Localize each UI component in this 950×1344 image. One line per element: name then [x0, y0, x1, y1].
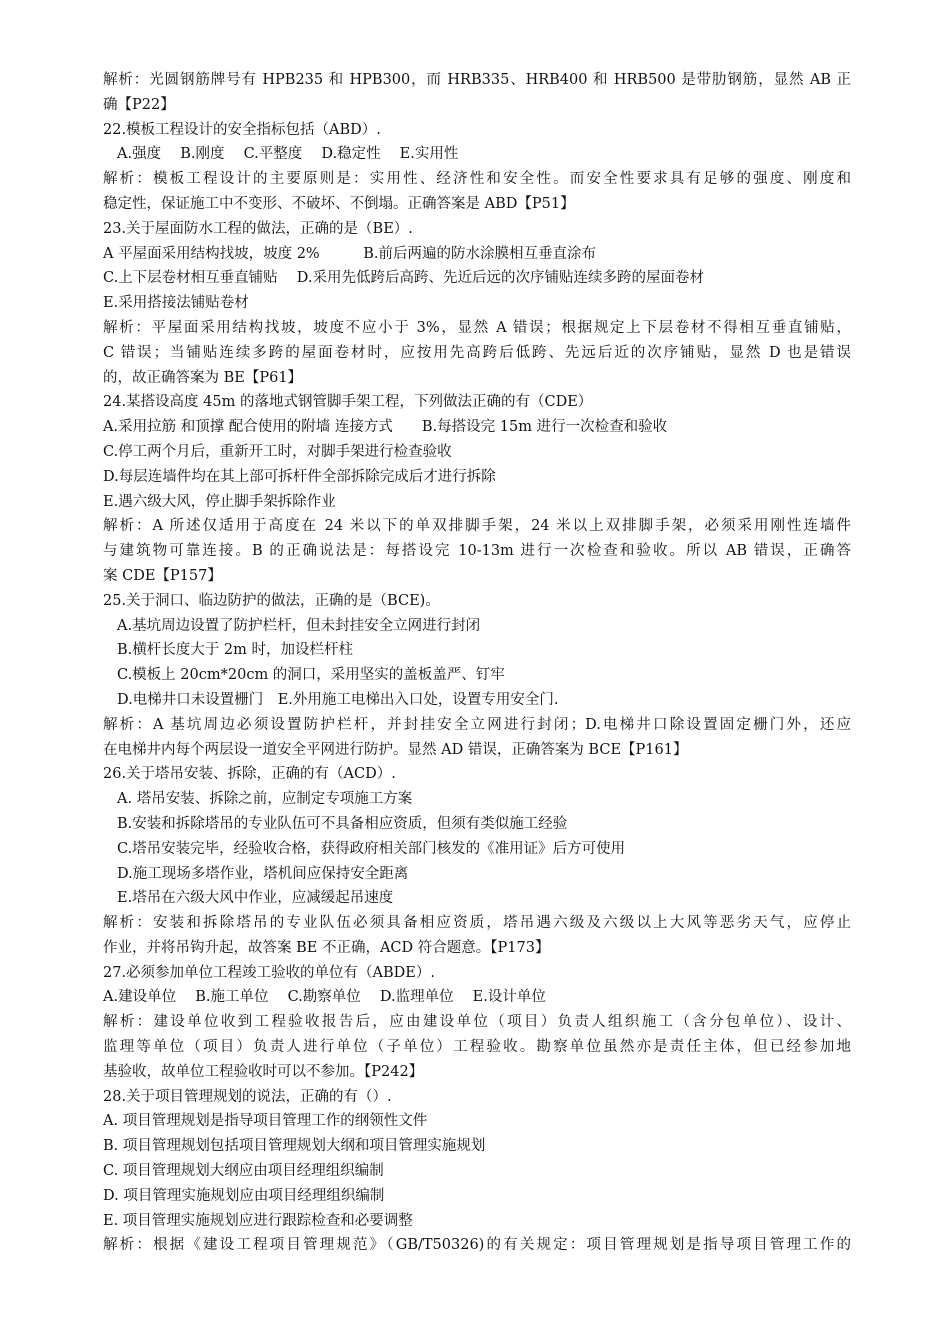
text-line: C.塔吊安装完毕，经验收合格，获得政府相关部门核发的《准用证》后方可使用: [117, 840, 626, 857]
text-line: C.模板上 20cm*20cm 的洞口，采用坚实的盖板盖严、钉牢: [117, 667, 505, 684]
text-line: A.建设单位 B.施工单位 C.勘察单位 D.监理单位 E.设计单位: [103, 989, 546, 1006]
text-line: 基验收，故单位工程验收时可以不参加。【P242】: [103, 1063, 424, 1080]
text-line: 确【P22】: [103, 96, 175, 113]
text-line: C.上下层卷材相互垂直铺贴 D.采用先低跨后高跨、先近后远的次序铺贴连续多跨的屋面卷材: [103, 270, 705, 287]
text-line: 解析：模板工程设计的主要原则是：实用性、经济性和安全性。而安全性要求具有足够的强度、刚度和: [103, 171, 851, 188]
text-line: 解析：A 所述仅适用于高度在 24 米以下的单双排脚手架，24 米以上双排脚手架，必须采用刚性连墙件: [103, 518, 851, 535]
text-line: E.遇六级大风，停止脚手架拆除作业: [103, 493, 336, 510]
text-line: 解析：建设单位收到工程验收报告后，应由建设单位（项目）负责人组织施工（含分包单位）、设计、: [103, 1014, 851, 1031]
text-line: A. 项目管理规划是指导项目管理工作的纲领性文件: [103, 1113, 428, 1130]
text-line: E. 项目管理实施规划应进行跟踪检查和必要调整: [103, 1212, 413, 1229]
text-line: 23.关于屋面防水工程的做法，正确的是（BE）.: [103, 220, 413, 237]
text-line: 26.关于塔吊安装、拆除，正确的有（ACD）.: [103, 766, 396, 783]
text-line: 监理等单位（项目）负责人进行单位（子单位）工程验收。勘察单位虽然亦是责任主体，但已经参加地: [103, 1039, 851, 1056]
text-line: 解析：光圆钢筋牌号有 HPB235 和 HPB300，而 HRB335、HRB400 和 HRB500 是带肋钢筋，显然 AB 正: [103, 72, 851, 88]
text-line: D.施工现场多塔作业，塔机间应保持安全距离: [117, 865, 409, 882]
text-line: 与建筑物可靠连接。B 的正确说法是：每搭设完 10-13m 进行一次检查和验收。所以 AB 错误，正确答: [103, 543, 851, 560]
text-line: 25.关于洞口、临边防护的做法，正确的是（BCE)。: [103, 592, 440, 609]
text-line: C.停工两个月后，重新开工时，对脚手架进行检查验收: [103, 443, 452, 460]
text-line: 24.某搭设高度 45m 的落地式钢管脚手架工程，下列做法正确的有（CDE）: [103, 394, 593, 411]
text-line: E.采用搭接法铺贴卷材: [103, 295, 249, 312]
text-line: 27.必须参加单位工程竣工验收的单位有（ABDE）.: [103, 964, 436, 981]
text-line: C. 项目管理规划大纲应由项目经理组织编制: [103, 1163, 384, 1180]
text-line: E.塔吊在六级大风中作业，应减缓起吊速度: [117, 890, 394, 907]
text-line: A.强度 B.刚度 C.平整度 D.稳定性 E.实用性: [117, 146, 459, 163]
text-line: A.采用拉筋 和顶撑 配合使用的附墙 连接方式 B.每搭设完 15m 进行一次检查和验收: [103, 419, 668, 436]
text-line: D.每层连墙件均在其上部可拆杆件全部拆除完成后才进行拆除: [103, 468, 496, 485]
text-line: 作业，并将吊钩升起，故答案 BE 不正确，ACD 符合题意。【P173】: [103, 939, 550, 956]
text-line: 解析：平屋面采用结构找坡，坡度不应小于 3%，显然 A 错误；根据规定上下层卷材不得相互垂直铺贴，: [103, 319, 851, 336]
text-line: 解析：根据《建设工程项目管理规范》（GB/T50326)的有关规定：项目管理规划是指导项目管理工作的: [103, 1237, 851, 1254]
text-line: 稳定性，保证施工中不变形、不破坏、不倒塌。正确答案是 ABD【P51】: [103, 195, 575, 212]
document-page: [103, 68, 851, 1258]
text-line: 28.关于项目管理规划的说法，正确的有（）.: [103, 1088, 392, 1105]
text-line: C 错误；当铺贴连续多跨的屋面卷材时，应按用先高跨后低跨、先远后近的次序铺贴，显然 D 也是错误: [103, 344, 851, 361]
text-line: A. 塔吊安装、拆除之前，应制定专项施工方案: [117, 791, 413, 808]
text-line: D.电梯井口未设置栅门 E.外用施工电梯出入口处，设置专用安全门.: [117, 691, 559, 708]
text-line: A 平屋面采用结构找坡，坡度 2% B.前后两遍的防水涂膜相互垂直涂布: [103, 245, 596, 262]
text-line: B. 项目管理规划包括项目管理规划大纲和项目管理实施规划: [103, 1138, 486, 1155]
text-line: 案 CDE【P157】: [103, 567, 222, 584]
text-line: A.基坑周边设置了防护栏杆，但未封挂安全立网进行封闭: [117, 617, 481, 634]
text-line: B.安装和拆除塔吊的专业队伍可不具备相应资质，但须有类似施工经验: [117, 815, 568, 832]
text-line: 解析：安装和拆除塔吊的专业队伍必须具备相应资质，塔吊遇六级及六级以上大风等恶劣天气，应停止: [103, 915, 851, 932]
text-line: D. 项目管理实施规划应由项目经理组织编制: [103, 1187, 385, 1204]
text-line: 22.模板工程设计的安全指标包括（ABD）.: [103, 121, 381, 138]
text-line: 解析：A 基坑周边必须设置防护栏杆，并封挂安全立网进行封闭；D.电梯井口除设置固定栅门外，还应: [103, 716, 851, 733]
text-line: B.横杆长度大于 2m 时，加设栏杆柱: [117, 642, 353, 659]
text-line: 的，故正确答案为 BE【P61】: [103, 369, 303, 386]
text-line: 在电梯井内每个两层设一道安全平网进行防护。显然 AD 错误，正确答案为 BCE【P161】: [103, 741, 688, 758]
